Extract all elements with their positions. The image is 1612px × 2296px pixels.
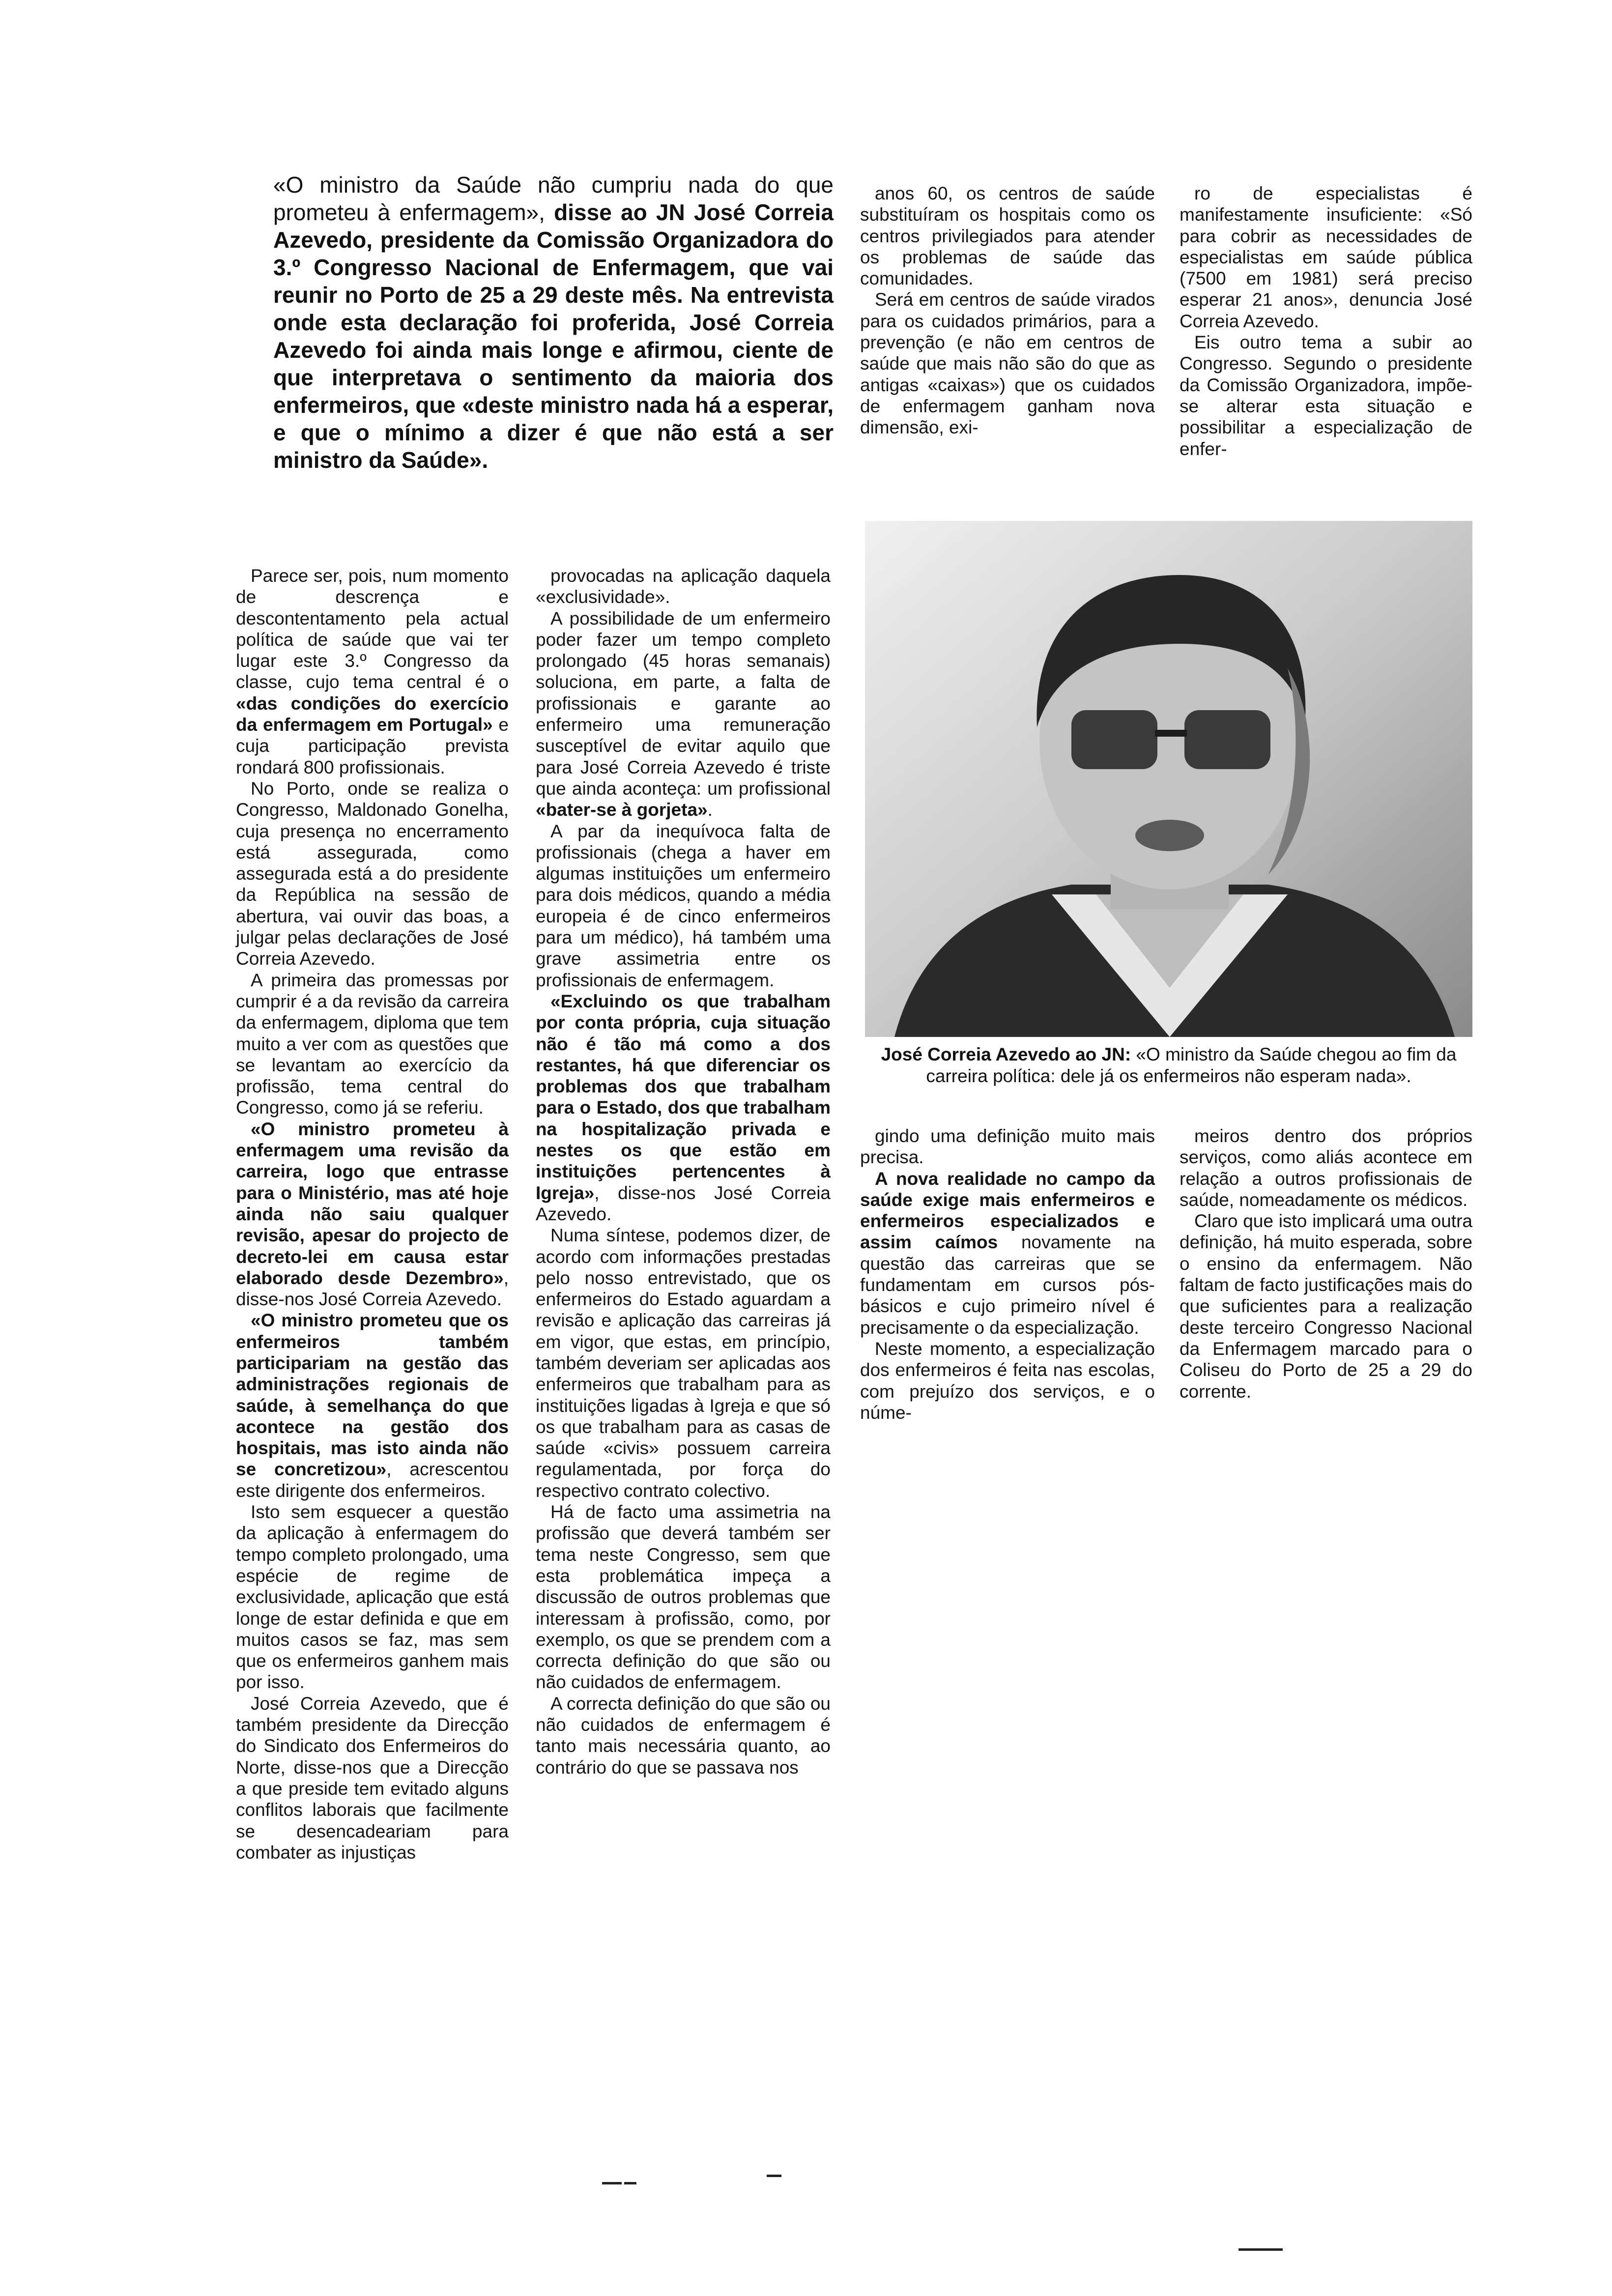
bold-text-run: «Excluindo os que trabalham por conta própria, cuja situação não é tão má como a dos restantes, há que diferenciar os problemas dos que trabalham para o Estado, dos que trabalham na hospitalização privada e nestes os que estão em instituições pertencentes à Igreja»: [536, 991, 831, 1203]
column-2: [536, 565, 831, 1778]
bold-text-run: «O ministro prometeu que os enfermeiros também participariam na gestão das administrações regionais de saúde, à semelhança do que acontece na gestão dos hospitais, mas isto ainda não se concretizou»: [236, 1310, 509, 1480]
paragraph: Neste momento, a especialização dos enfermeiros é feita nas escolas, com prejuízo dos serviços, e o núme-: [860, 1338, 1155, 1423]
paragraph: [236, 1310, 509, 1501]
print-mark: [1238, 2248, 1283, 2251]
column-3-bottom: [860, 1125, 1155, 1423]
caption-text: «O ministro da Saúde chegou ao fim da carreira política: dele já os enfermeiros não esperam nada».: [926, 1044, 1457, 1086]
lead-quote: «O ministro da Saúde não cumpriu nada do que prometeu à enfermagem»,: [273, 172, 834, 225]
text-run: A possibilidade de um enfermeiro poder fazer um tempo completo prolongado (45 horas semanais) soluciona, em parte, a falta de profissionais e garante ao enfermeiro uma remuneração susceptível de evitar aquilo que para José Correia Azevedo é triste que ainda aconteça: um profissional: [536, 608, 831, 799]
article-lead: [273, 171, 834, 474]
text-run: Parece ser, pois, num momento de descrença e descontentamento pela actual política de saúde que vai ter lugar este 3.º Congresso da classe, cujo tema central é o: [236, 566, 509, 692]
print-mark: [624, 2182, 636, 2184]
paragraph: Eis outro tema a subir ao Congresso. Segundo o presidente da Comissão Organizadora, impõe-se alterar esta situação e possibilitar a especialização de enfer-: [1180, 332, 1472, 459]
column-4-bottom: [1180, 1125, 1472, 1402]
paragraph: [236, 1119, 509, 1310]
column-1: [236, 565, 509, 1863]
column-3-top: [860, 183, 1155, 438]
paragraph: Isto sem esquecer a questão da aplicação à enfermagem do tempo completo prolongado, uma espécie de regime de exclusividade, aplicação que está longe de estar definida e que em muitos casos se faz, mas sem que os enfermeiros ganhem mais por isso.: [236, 1502, 509, 1693]
bold-text-run: A nova realidade no campo da saúde exige mais enfermeiros e enfermeiros especializados e assim caímos: [860, 1168, 1155, 1253]
portrait-photo: [865, 521, 1472, 1037]
paragraph: [236, 565, 509, 778]
portrait-illustration: [865, 521, 1472, 1037]
paragraph: Será em centros de saúde virados para os cuidados primários, para a prevenção (e não em centros de saúde que mais não são do que as antigas «caixas») que os cuidados de enfermagem ganham nova dimensão, exi-: [860, 289, 1155, 438]
paragraph: meiros dentro dos próprios serviços, como aliás acontece em relação a outros profissionais de saúde, nomeadamente os médicos.: [1180, 1126, 1472, 1210]
paragraph: José Correia Azevedo, que é também presidente da Direcção do Sindicato dos Enfermeiros do Norte, disse-nos que a Direcção a que preside tem evitado alguns conflitos laborais que facilmente se desencadeariam para combater as injustiças: [236, 1693, 509, 1863]
paragraph: A correcta definição do que são ou não cuidados de enfermagem é tanto mais necessária quanto, ao contrário do que se passava nos: [536, 1693, 831, 1778]
paragraph: gindo uma definição muito mais precisa.: [860, 1126, 1155, 1168]
text-run: e cuja participação prevista rondará 800 profissionais.: [236, 715, 509, 777]
paragraph: A primeira das promessas por cumprir é a da revisão da carreira da enfermagem, diploma que tem muito a ver com as questões que se levantam ao exercício da profissão, tema central do Congresso, como já se referiu.: [236, 970, 509, 1118]
photo-caption: [865, 1044, 1472, 1087]
paragraph: ro de especialistas é manifestamente insuficiente: «Só para cobrir as necessidades de especialistas em saúde pública (7500 em 1981) será preciso esperar 21 anos», denuncia José Correia Azevedo.: [1180, 183, 1472, 331]
paragraph: No Porto, onde se realiza o Congresso, Maldonado Gonelha, cuja presença no encerramento está assegurada, como assegurada está a do presidente da República na sessão de abertura, vai ouvir das boas, a julgar pelas declarações de José Correia Azevedo.: [236, 778, 509, 969]
lead-bold-text: disse ao JN José Correia Azevedo, presidente da Comissão Organizadora do 3.º Congresso Nacional de Enfermagem, que vai reunir no Porto de 25 a 29 deste mês. Na entrevista onde esta declaração foi proferida, José Correia Azevedo foi ainda mais longe e afirmou, ciente de que interpretava o sentimento da maioria dos enfermeiros, que «deste ministro nada há a esperar, e que o mínimo a dizer é que não está a ser ministro da Saúde».: [273, 200, 834, 473]
paragraph: Claro que isto implicará uma outra definição, há muito esperada, sobre o ensino da enfermagem. Não faltam de facto justificações mais do que suficientes para a realização deste terceiro Congresso Nacional da Enfermagem marcado para o Coliseu do Porto de 25 a 29 do corrente.: [1180, 1211, 1472, 1402]
column-4-top: [1180, 183, 1472, 459]
text-run: .: [707, 800, 713, 820]
bold-text-run: «das condições do exercício da enfermagem em Portugal»: [236, 693, 509, 735]
paragraph: anos 60, os centros de saúde substituíram os hospitais como os centros privilegiados para atender os problemas de saúde das comunidades.: [860, 183, 1155, 289]
text-run: , disse-nos José Correia Azevedo.: [236, 1267, 509, 1310]
caption-bold: José Correia Azevedo ao JN:: [881, 1044, 1131, 1064]
print-mark: [602, 2182, 622, 2184]
paragraph: provocadas na aplicação daquela «exclusividade».: [536, 566, 831, 607]
paragraph: Numa síntese, podemos dizer, de acordo com informações prestadas pelo nosso entrevistado, que os enfermeiros do Estado aguardam a revisão e aplicação das carreiras já em vigor, que estas, em princípio, também deveriam ser aplicadas aos enfermeiros que trabalham para as instituições ligadas à Igreja e que só os que trabalham para as casas de saúde «civis» possuem carreira regulamentada, por força do respectivo contrato colectivo.: [536, 1225, 831, 1501]
text-run: , disse-nos José Correia Azevedo.: [536, 1182, 831, 1224]
bold-text-run: «bater-se à gorjeta»: [536, 800, 708, 820]
paragraph: Há de facto uma assimetria na profissão que deverá também ser tema neste Congresso, sem que esta problemática impeça a discussão de outros problemas que interessam à profissão, como, por exemplo, os que se prendem com a correcta definição do que são ou não cuidados de enfermagem.: [536, 1502, 831, 1693]
bold-text-run: «O ministro prometeu à enfermagem uma revisão da carreira, logo que entrasse para o Ministério, mas até hoje ainda não saiu qualquer revisão, apesar do projecto de decreto-lei em causa estar elaborado desde Dezembro»: [236, 1119, 509, 1288]
paragraph: A par da inequívoca falta de profissionais (chega a haver em algumas instituições um enfermeiro para dois médicos, quando a média europeia é de cinco enfermeiros para um médico), há também uma grave assimetria entre os profissionais de enfermagem.: [536, 821, 831, 990]
paragraph: [860, 1168, 1155, 1338]
paragraph: [536, 608, 831, 821]
print-mark: [767, 2175, 781, 2177]
text-run: novamente na questão das carreiras que se fundamentam em cursos pós-básicos e cujo primeiro nível é precisamente o da especialização.: [860, 1232, 1155, 1338]
text-run: , acrescentou este dirigente dos enfermeiros.: [236, 1459, 509, 1501]
paragraph: [536, 991, 831, 1225]
